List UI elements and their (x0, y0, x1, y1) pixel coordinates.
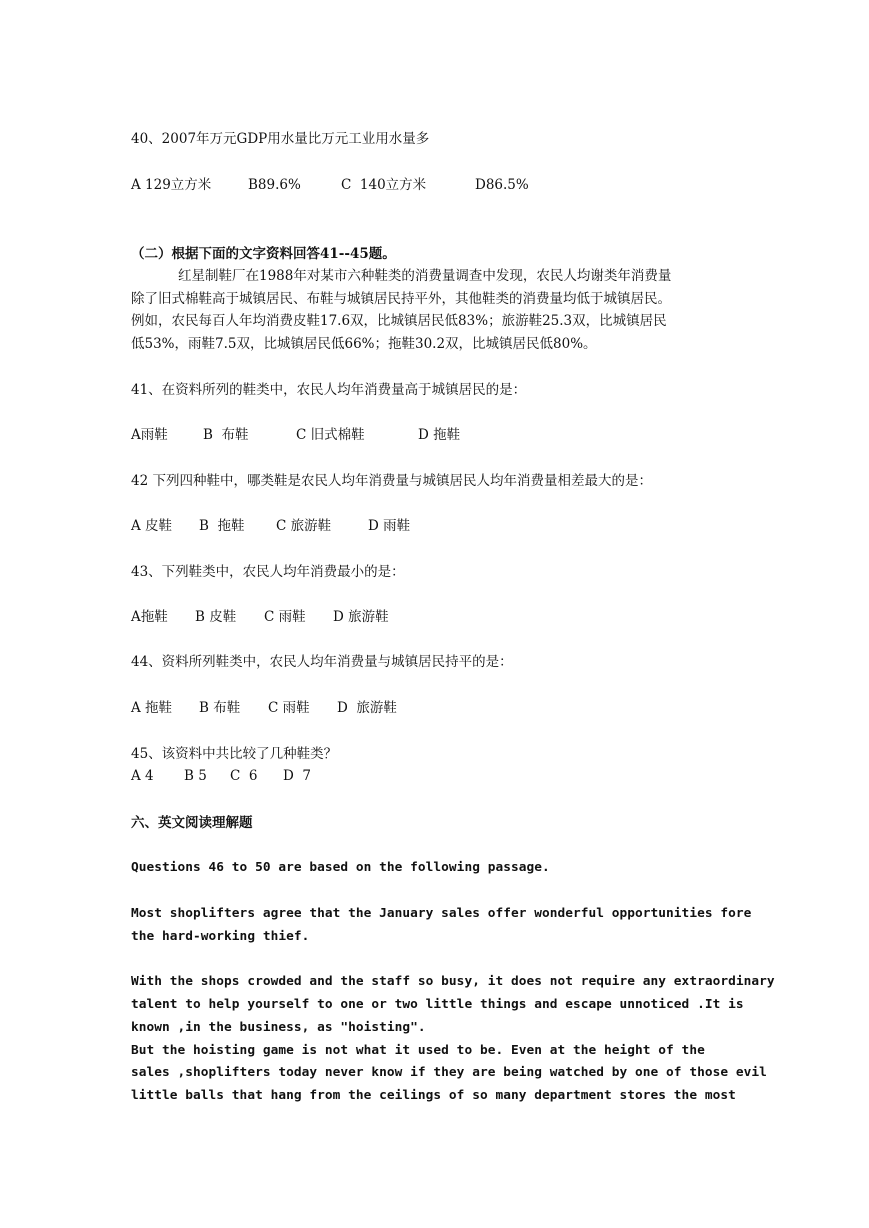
q45-option-c: C 6 (230, 768, 258, 784)
q43-option-d: D 旅游鞋 (333, 609, 389, 625)
passage-line-3: 例如，农民每百人年均消费皮鞋17.6双，比城镇居民低83%；旅游鞋25.3双，比城镇居民 (131, 313, 667, 329)
q45-option-d: D 7 (283, 768, 311, 784)
q41-option-d: D 拖鞋 (418, 427, 461, 443)
q42-stem: 42 下列四种鞋中，哪类鞋是农民人均年消费量与城镇居民人均年消费量相差最大的是： (131, 473, 652, 489)
q42-option-a: A 皮鞋 (131, 518, 173, 534)
english-p1-line-1: Most shoplifters agree that the January sales offer wonderful opportunities fore (131, 906, 752, 921)
q41-option-a: A雨鞋 (131, 427, 168, 443)
q40-option-d: D86.5% (475, 177, 529, 193)
q41-option-b: B 布鞋 (203, 427, 249, 443)
q43-options (131, 607, 738, 627)
q42-option-b: B 拖鞋 (199, 518, 245, 534)
english-p2-line-6: little balls that hang from the ceilings of so many department stores the most (131, 1088, 736, 1103)
q43-stem: 43、下列鞋类中，农民人均年消费最小的是： (131, 564, 405, 580)
q42-options (131, 516, 738, 536)
q44-option-a: A 拖鞋 (131, 700, 173, 716)
english-p2-line-2: talent to help yourself to one or two little things and escape unnoticed .It is (131, 997, 744, 1012)
q41-option-c: C 旧式棉鞋 (296, 427, 365, 443)
q44-option-d: D 旅游鞋 (337, 700, 397, 716)
q40-options (131, 175, 738, 195)
q43-option-c: C 雨鞋 (264, 609, 306, 625)
q40-option-c: C 140立方米 (341, 177, 427, 193)
q41-stem: 41、在资料所列的鞋类中，农民人均年消费量高于城镇居民的是： (131, 382, 527, 398)
english-intro: Questions 46 to 50 are based on the following passage. (131, 860, 550, 875)
q45-options (131, 766, 738, 786)
english-p2-line-5: sales ,shoplifters today never know if they are being watched by one of those evil (131, 1065, 767, 1080)
q40-stem: 40、2007年万元GDP用水量比万元工业用水量多 (131, 131, 430, 147)
section6-heading: 六、英文阅读理解题 (131, 815, 253, 831)
q45-stem: 45、该资料中共比较了几种鞋类？ (131, 746, 338, 762)
english-p1-line-2: the hard-working thief. (131, 929, 310, 944)
english-p2-line-1: With the shops crowded and the staff so busy, it does not require any extraordinary (131, 974, 775, 989)
q40-option-a: A 129立方米 (131, 177, 212, 193)
q45-option-b: B 5 (184, 768, 207, 784)
english-p2-line-4: But the hoisting game is not what it used to be. Even at the height of the (131, 1043, 705, 1058)
q42-option-d: D 雨鞋 (368, 518, 411, 534)
q44-stem: 44、资料所列鞋类中，农民人均年消费量与城镇居民持平的是： (131, 654, 513, 670)
q42-option-c: C 旅游鞋 (276, 518, 332, 534)
q43-option-a: A拖鞋 (131, 609, 168, 625)
passage-line-2: 除了旧式棉鞋高于城镇居民、布鞋与城镇居民持平外，其他鞋类的消费量均低于城镇居民。 (131, 291, 671, 307)
section2-heading: （二）根据下面的文字资料回答41--45题。 (131, 246, 396, 262)
q44-options (131, 698, 738, 718)
q40-option-b: B89.6% (248, 177, 301, 193)
q44-option-c: C 雨鞋 (268, 700, 310, 716)
q44-option-b: B 布鞋 (199, 700, 241, 716)
q41-options (131, 425, 738, 445)
passage-line-1: 红星制鞋厂在1988年对某市六种鞋类的消费量调查中发现，农民人均谢类年消费量 (178, 268, 672, 284)
english-p2-line-3: known ,in the business, as "hoisting". (131, 1020, 426, 1035)
q43-option-b: B 皮鞋 (195, 609, 237, 625)
passage-line-4: 低53%，雨鞋7.5双，比城镇居民低66%；拖鞋30.2双，比城镇居民低80%。 (131, 336, 597, 352)
q45-option-a: A 4 (131, 768, 154, 784)
